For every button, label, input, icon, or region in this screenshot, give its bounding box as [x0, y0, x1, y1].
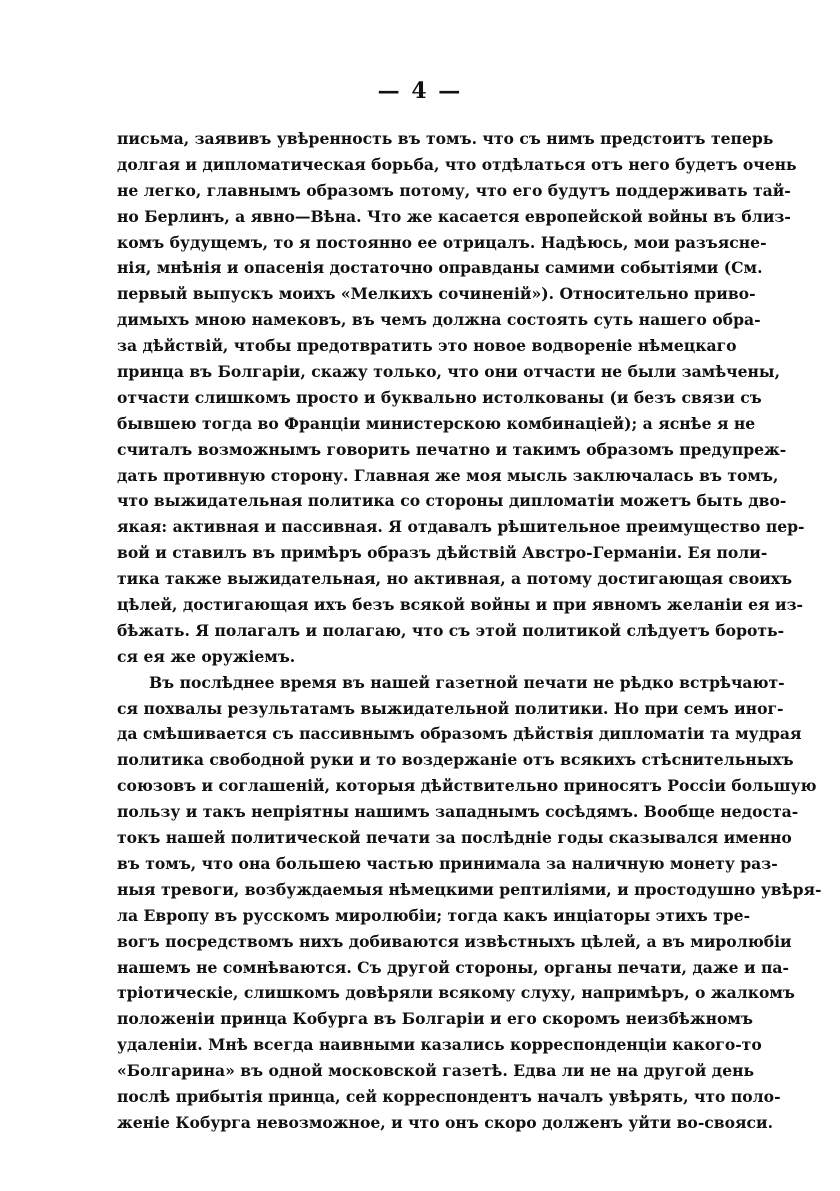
- text-line: за дѣйствій, чтобы предотвратить это новое водвореніе нѣмецкаго: [117, 336, 737, 356]
- text-line: якая: активная и пассивная. Я отдавалъ рѣшительное преимущество пер-: [117, 517, 805, 537]
- text-line: комъ будущемъ, то я постоянно ее отрицалъ. Надѣюсь, мои разъясне-: [117, 232, 767, 252]
- text-line: вой и ставилъ въ примѣръ образъ дѣйствій Австро-Германіи. Ея поли-: [117, 543, 768, 563]
- text-line: цѣлей, достигающая ихъ безъ всякой войны и при явномъ желаніи ея из-: [117, 595, 803, 615]
- text-line: Въ послѣднее время въ нашей газетной печати не рѣдко встрѣчают-: [149, 672, 785, 692]
- text-line: союзовъ и соглашеній, которыя дѣйствительно приносятъ Россіи большую: [117, 776, 817, 796]
- text-line: долгая и дипломатическая борьба, что отдѣлаться отъ него будетъ очень: [117, 154, 797, 174]
- paragraph-1: [117, 126, 805, 670]
- text-line: бывшею тогда во Франціи министерскою комбинаціей); а яснѣе я не: [117, 413, 756, 433]
- text-line: тріотическіе, слишкомъ довѣряли всякому слуху, напримѣръ, о жалкомъ: [117, 983, 795, 1003]
- text-line: вогъ посредствомъ нихъ добиваются извѣстныхъ цѣлей, а въ миролюбіи: [117, 931, 792, 951]
- text-line: ла Европу въ русскомъ миролюбіи; тогда какъ инціаторы этихъ тре-: [117, 905, 751, 925]
- text-line: тика также выжидательная, но активная, а потому достигающая своихъ: [117, 569, 793, 589]
- text-line: принца въ Болгаріи, скажу только, что они отчасти не были замѣчены,: [117, 362, 780, 382]
- text-line: но Берлинъ, а явно—Вѣна. Что же касается европейской войны въ близ-: [117, 206, 791, 226]
- text-line: въ томъ, что она большею частью принимала за наличную монету раз-: [117, 853, 778, 873]
- text-line: послѣ прибытія принца, сей корреспондентъ началъ увѣрять, что поло-: [117, 1086, 781, 1106]
- text-line: бѣжать. Я полагалъ и полагаю, что съ этой политикой слѣдуетъ бороть-: [117, 620, 785, 640]
- text-line: удаленіи. Мнѣ всегда наивными казались корреспонденціи какого-то: [117, 1035, 762, 1055]
- paragraph-2: [117, 670, 822, 1136]
- text-line: положеніи принца Кобурга въ Болгаріи и его скоромъ неизбѣжномъ: [117, 1009, 753, 1029]
- text-line: «Болгарина» въ одной московской газетѣ. Едва ли не на другой день: [117, 1061, 755, 1081]
- body-text: [117, 126, 822, 1136]
- text-line: считалъ возможнымъ говорить печатно и такимъ образомъ предупреж-: [117, 439, 787, 459]
- text-line: токъ нашей политической печати за послѣдніе годы сказывался именно: [117, 828, 792, 848]
- text-line: нашемъ не сомнѣваются. Съ другой стороны, органы печати, даже и па-: [117, 957, 789, 977]
- text-line: димыхъ мною намековъ, въ чемъ должна состоять суть нашего обра-: [117, 310, 761, 330]
- text-line: ся похвалы результатамъ выжидательной политики. Но при семъ иног-: [117, 698, 784, 718]
- text-line: нія, мнѣнія и опасенія достаточно оправданы самими событіями (См.: [117, 258, 763, 278]
- text-line: ся ея же оружіемъ.: [117, 646, 296, 666]
- text-line: письма, заявивъ увѣренность въ томъ. что съ нимъ предстоитъ теперь: [117, 129, 774, 148]
- text-line: что выжидательная политика со стороны дипломатіи можетъ быть дво-: [117, 491, 787, 511]
- text-line: не легко, главнымъ образомъ потому, что его будутъ поддерживать тай-: [117, 180, 791, 200]
- text-line: женіе Кобурга невозможное, и что онъ скоро долженъ уйти во-свояси.: [117, 1112, 774, 1132]
- text-line: отчасти слишкомъ просто и буквально истолкованы (и безъ связи съ: [117, 387, 762, 407]
- text-line: политика свободной руки и то воздержаніе отъ всякихъ стѣснительныхъ: [117, 750, 794, 770]
- text-line: ныя тревоги, возбуждаемыя нѣмецкими рептиліями, и простодушно увѣря-: [117, 879, 822, 899]
- text-line: да смѣшивается съ пассивнымъ образомъ дѣйствія дипломатіи та мудрая: [117, 724, 802, 744]
- text-line: первый выпускъ моихъ «Мелкихъ сочиненій»). Относительно приво-: [117, 284, 756, 304]
- text-line: пользу и такъ непріятны нашимъ западнымъ сосѣдямъ. Вообще недоста-: [117, 802, 799, 822]
- text-line: дать противную сторону. Главная же моя мысль заключалась въ томъ,: [117, 465, 779, 485]
- page-number: — 4 —: [377, 78, 463, 104]
